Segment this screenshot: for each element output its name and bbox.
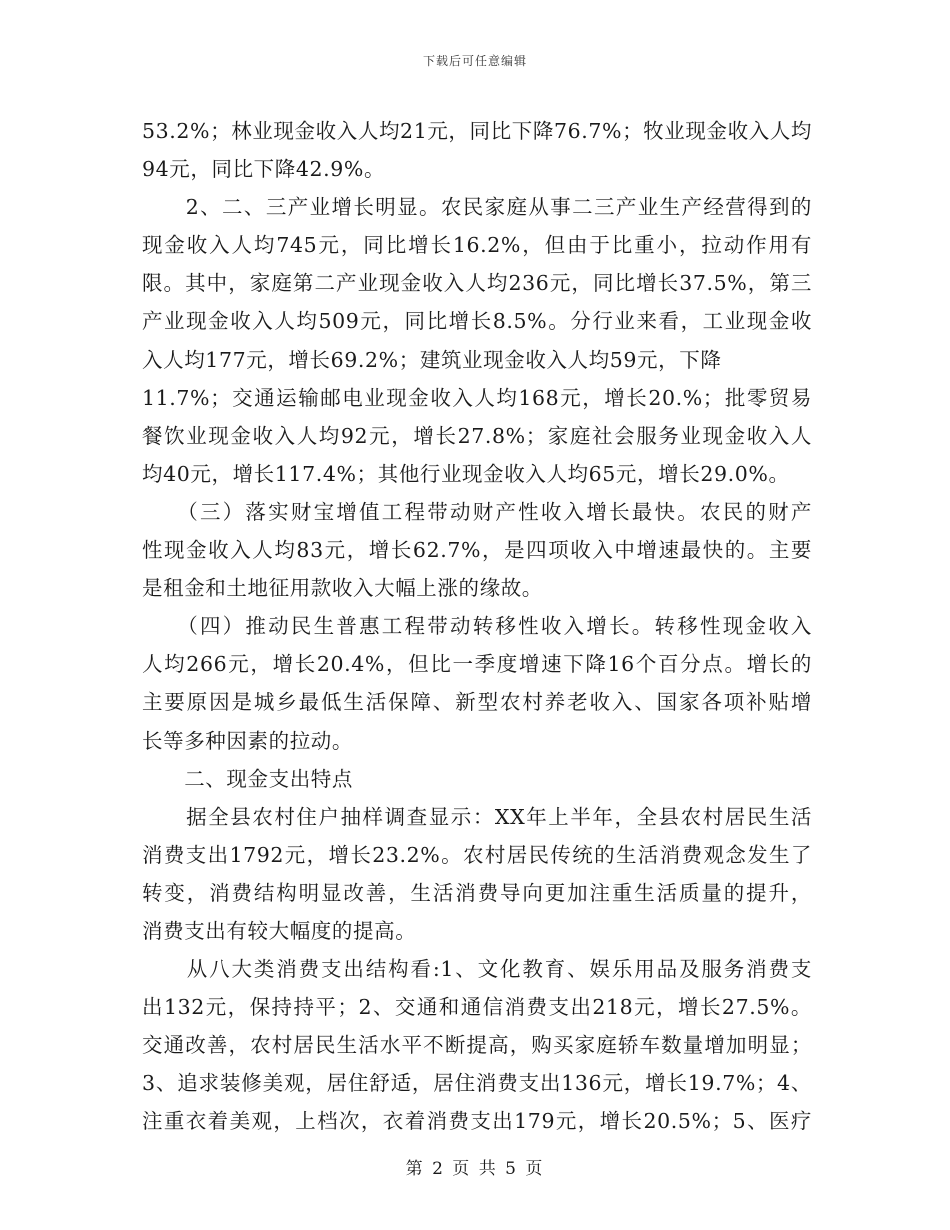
text-line: 长等多种因素的拉动。 [142, 728, 353, 753]
text-line: （四）推动民生普惠工程带动转移性收入增长。转移性现金收入 [142, 614, 812, 639]
text-line: 人均266元，增长20.4%，但比一季度增速下降16个百分点。增长的 [142, 652, 812, 677]
text-line: 11.7%；交通运输邮电业现金收入人均168元，增长20.%；批零贸易 [142, 385, 812, 410]
text-line: 据全县农村住户抽样调查显示：XX年上半年，全县农村居民生活 [142, 804, 812, 829]
text-line: 94元，同比下降42.9%。 [142, 157, 386, 182]
text-line: 从八大类消费支出结构看:1、文化教育、娱乐用品及服务消费支 [142, 957, 812, 982]
text-line: 限。其中，家庭第二产业现金收入人均236元，同比增长37.5%，第三 [142, 271, 812, 296]
page-number: 第 2 页 共 5 页 [405, 1159, 545, 1179]
text-line: 现金收入人均745元，同比增长16.2%，但由于比重小，拉动作用有 [142, 233, 812, 258]
text-line: 是租金和土地征用款收入大幅上涨的缘故。 [142, 576, 543, 601]
text-line: 3、追求装修美观，居住舒适，居住消费支出136元，增长19.7%；4、 [142, 1071, 812, 1096]
text-line: 主要原因是城乡最低生活保障、新型农村养老收入、国家各项补贴增 [142, 690, 812, 715]
text-line: 餐饮业现金收入人均92元，增长27.8%；家庭社会服务业现金收入人 [142, 423, 812, 448]
text-line: 53.2%；林业现金收入人均21元，同比下降76.7%；牧业现金收入人均 [142, 119, 812, 143]
text-line: 出132元，保持持平；2、交通和通信消费支出218元，增长27.5%。 [142, 995, 812, 1020]
text-line: 转变，消费结构明显改善，生活消费导向更加注重生活质量的提升， [142, 880, 812, 905]
text-line: 性现金收入人均83元，增长62.7%，是四项收入中增速最快的。主要 [142, 538, 812, 563]
text-line: 二、现金支出特点 [142, 766, 353, 791]
page-header: 下载后可任意编辑 [422, 54, 527, 68]
text-line: （三）落实财宝增值工程带动财产性收入增长最快。农民的财产 [142, 499, 812, 524]
document-body [142, 112, 812, 1141]
text-line: 产业现金收入人均509元，同比增长8.5%。分行业来看，工业现金收 [142, 309, 812, 334]
text-line: 消费支出1792元，增长23.2%。农村居民传统的生活消费观念发生了 [142, 842, 812, 867]
text-line: 交通改善，农村居民生活水平不断提高，购买家庭轿车数量增加明显； [142, 1033, 812, 1058]
text-line: 消费支出有较大幅度的提高。 [142, 918, 417, 943]
text-line: 2、二、三产业增长明显。农民家庭从事二三产业生产经营得到的 [142, 195, 812, 220]
text-line: 注重衣着美观，上档次，衣着消费支出179元，增长20.5%；5、医疗 [142, 1109, 812, 1134]
text-line: 入人均177元，增长69.2%；建筑业现金收入人均59元，下降 [142, 347, 722, 372]
text-line: 均40元，增长117.4%；其他行业现金收入人均65元，增长29.0%。 [142, 461, 790, 486]
